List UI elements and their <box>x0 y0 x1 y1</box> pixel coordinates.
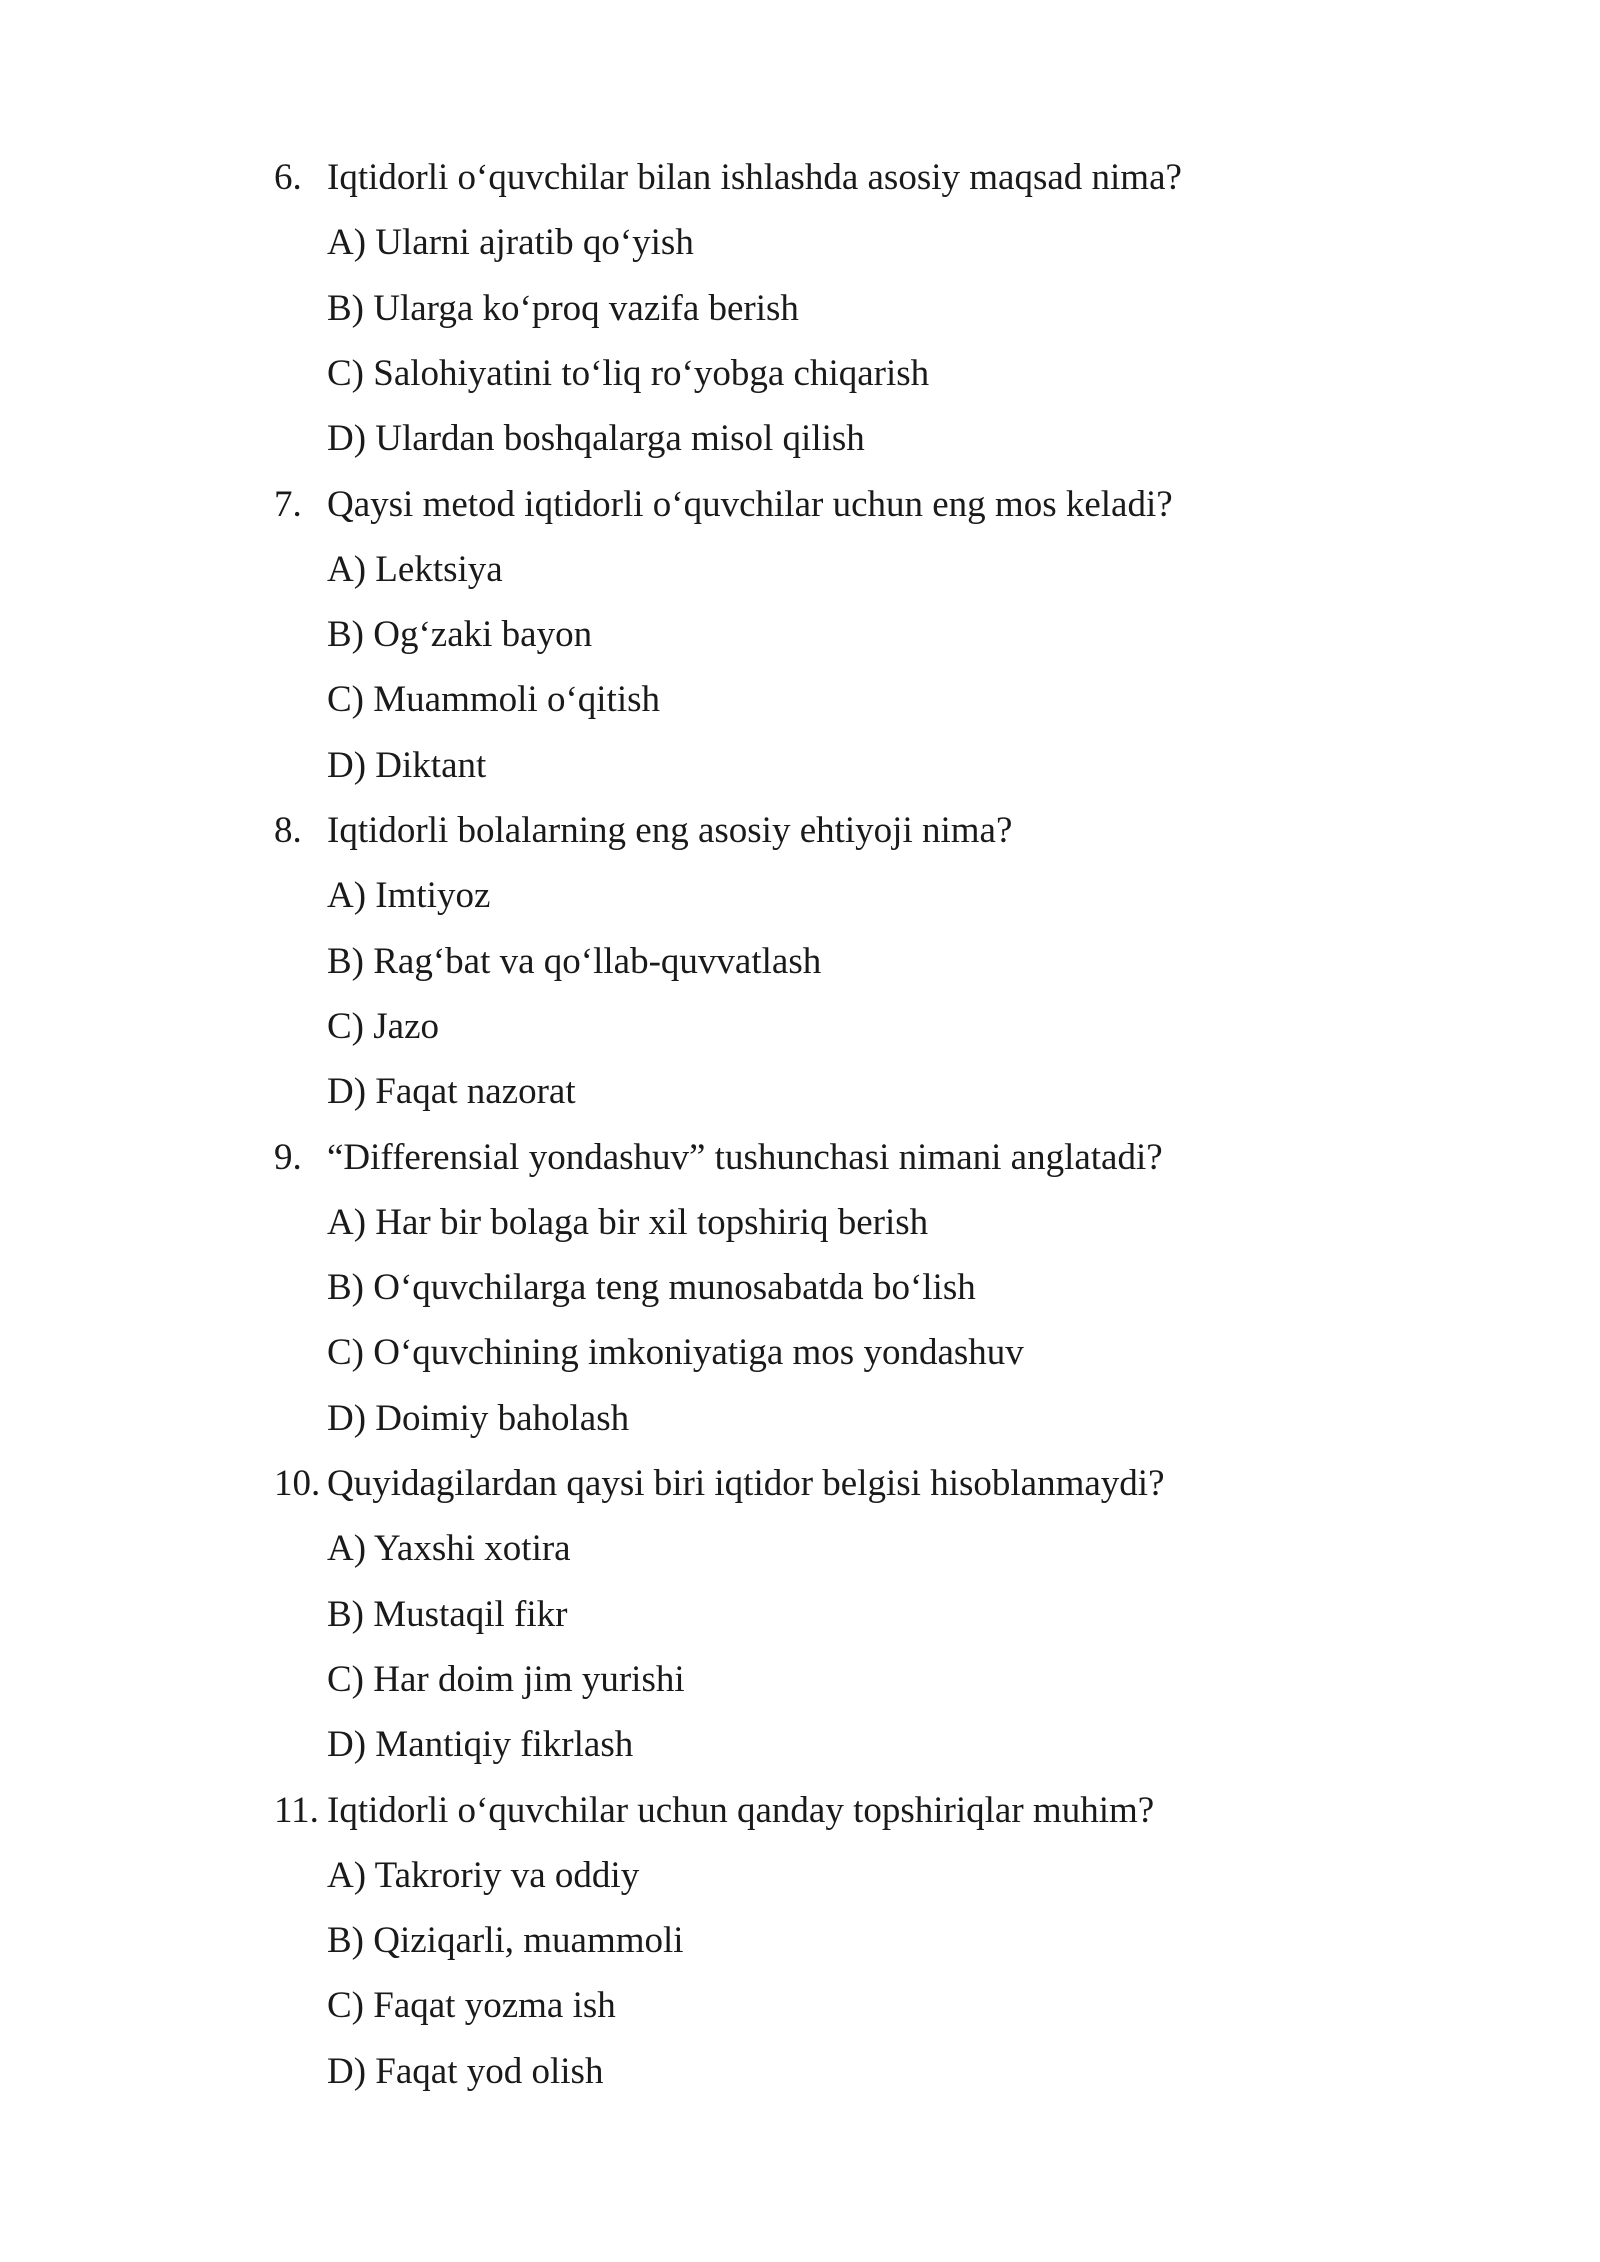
option-a: A) Har bir bolaga bir xil topshiriq berish <box>327 1201 929 1243</box>
answer-option <box>0 733 1600 798</box>
option-b: B) Mustaqil fikr <box>327 1593 568 1635</box>
answer-option <box>0 1320 1600 1385</box>
question-number: 10. <box>274 1463 321 1504</box>
question-number: 9. <box>274 1136 302 1178</box>
option-d: D) Ulardan boshqalarga misol qilish <box>327 418 865 460</box>
answer-option <box>0 1059 1600 1124</box>
question-number: 8. <box>274 810 302 851</box>
answer-option <box>0 1516 1600 1581</box>
question-6 <box>0 145 1600 471</box>
option-a: A) Lektsiya <box>327 548 503 590</box>
question-text: Qaysi metod iqtidorli o‘quvchilar uchun eng mos keladi? <box>327 483 1173 525</box>
option-d: D) Faqat yod olish <box>327 2050 604 2092</box>
question-line <box>0 1778 1600 1843</box>
option-d: D) Mantiqiy fikrlash <box>327 1724 634 1766</box>
answer-option <box>0 1908 1600 1973</box>
question-line <box>0 472 1600 537</box>
question-7 <box>0 472 1600 798</box>
option-a: A) Takroriy va oddiy <box>327 1854 640 1896</box>
option-c: C) Salohiyatini to‘liq ro‘yobga chiqarish <box>327 352 930 394</box>
answer-option <box>0 1973 1600 2038</box>
answer-option <box>0 863 1600 928</box>
answer-option <box>0 994 1600 1059</box>
answer-option <box>0 1647 1600 1712</box>
answer-option <box>0 1582 1600 1647</box>
option-a: A) Ularni ajratib qo‘yish <box>327 222 694 264</box>
option-a: A) Yaxshi xotira <box>327 1528 571 1570</box>
question-line <box>0 1125 1600 1190</box>
option-c: C) Har doim jim yurishi <box>327 1658 685 1700</box>
option-b: B) O‘quvchilarga teng munosabatda bo‘lish <box>327 1267 976 1309</box>
answer-option <box>0 210 1600 275</box>
option-b: B) Ularga ko‘proq vazifa berish <box>327 287 799 329</box>
question-text: “Differensial yondashuv” tushunchasi nimani anglatadi? <box>327 1136 1163 1178</box>
option-d: D) Faqat nazorat <box>327 1071 576 1113</box>
question-11 <box>0 1778 1600 2104</box>
answer-option <box>0 406 1600 471</box>
answer-option <box>0 1843 1600 1908</box>
answer-option <box>0 667 1600 732</box>
option-a: A) Imtiyoz <box>327 875 491 917</box>
question-8 <box>0 798 1600 1124</box>
option-c: C) Faqat yozma ish <box>327 1985 616 2027</box>
answer-option <box>0 929 1600 994</box>
option-c: C) Muammoli o‘qitish <box>327 679 660 721</box>
question-text: Quyidagilardan qaysi biri iqtidor belgisi hisoblanmaydi? <box>327 1463 1165 1504</box>
answer-option <box>0 537 1600 602</box>
question-text: Iqtidorli o‘quvchilar bilan ishlashda asosiy maqsad nima? <box>327 157 1182 198</box>
answer-option <box>0 1386 1600 1451</box>
option-b: B) Rag‘bat va qo‘llab-quvvatlash <box>327 940 822 982</box>
question-text: Iqtidorli o‘quvchilar uchun qanday topshiriqlar muhim? <box>327 1789 1155 1831</box>
answer-option <box>0 1255 1600 1320</box>
answer-option <box>0 341 1600 406</box>
answer-option <box>0 602 1600 667</box>
question-number: 6. <box>274 157 302 198</box>
answer-option <box>0 1712 1600 1777</box>
answer-option <box>0 276 1600 341</box>
question-line <box>0 145 1600 210</box>
answer-option <box>0 1190 1600 1255</box>
answer-option <box>0 2039 1600 2104</box>
question-number: 11. <box>274 1789 319 1831</box>
question-10 <box>0 1451 1600 1777</box>
question-line <box>0 798 1600 863</box>
question-line <box>0 1451 1600 1516</box>
question-text: Iqtidorli bolalarning eng asosiy ehtiyoji nima? <box>327 810 1013 851</box>
option-b: B) Og‘zaki bayon <box>327 614 593 656</box>
option-c: C) O‘quvchining imkoniyatiga mos yondashuv <box>327 1332 1024 1374</box>
option-d: D) Doimiy baholash <box>327 1397 630 1439</box>
question-9 <box>0 1125 1600 1451</box>
question-number: 7. <box>274 483 302 525</box>
option-d: D) Diktant <box>327 744 487 786</box>
option-c: C) Jazo <box>327 1005 439 1047</box>
option-b: B) Qiziqarli, muammoli <box>327 1920 684 1962</box>
